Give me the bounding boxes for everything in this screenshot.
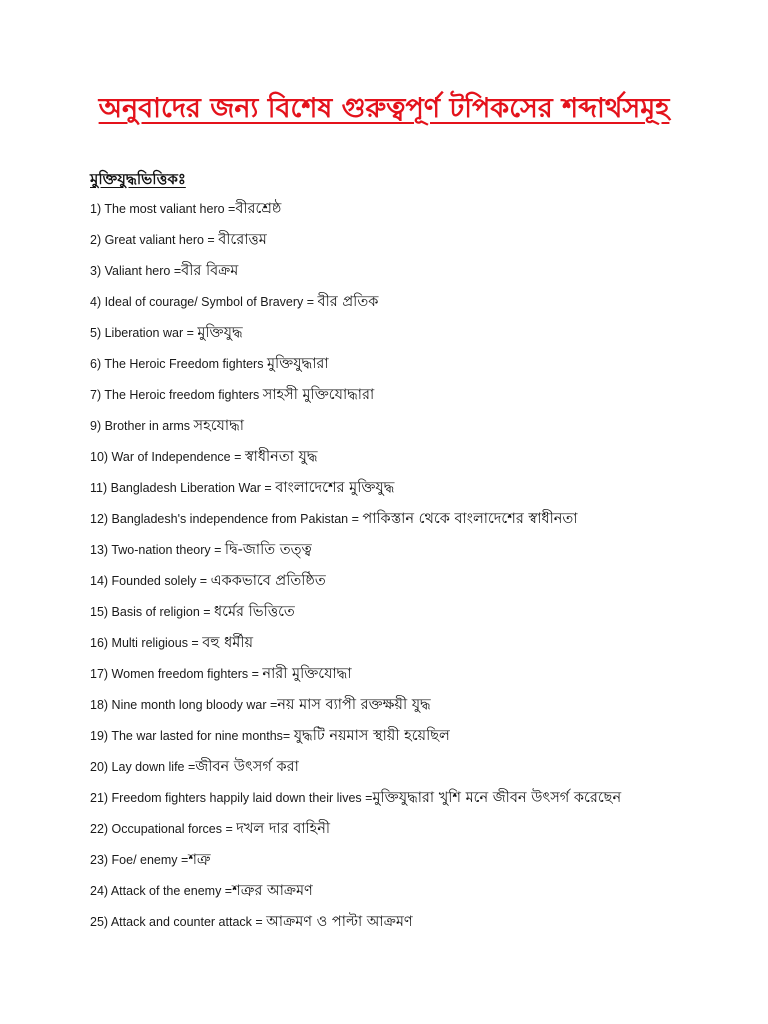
list-item (90, 229, 621, 260)
list-item (90, 818, 621, 849)
english-term: 25) Attack and counter attack = (90, 915, 267, 929)
bengali-translation: বাংলাদেশের মুক্তিযুদ্ধ (275, 480, 395, 496)
english-term: 14) Founded solely = (90, 574, 211, 588)
list-item (90, 415, 621, 446)
bengali-translation: বীরশ্রেষ্ঠ (235, 201, 282, 217)
bengali-translation: শত্রু (188, 852, 211, 868)
list-item (90, 260, 621, 291)
document-title: অনুবাদের জন্য বিশেষ গুরুত্বপূর্ণ টপিকসের শব্দার্থসমূহ (98, 93, 670, 124)
list-item (90, 477, 621, 508)
bengali-translation: স্বাধীনতা যুদ্ধ (244, 449, 318, 465)
list-item (90, 539, 621, 570)
list-item (90, 198, 621, 229)
bengali-translation: শত্রুর আক্রমণ (232, 883, 313, 899)
list-item (90, 725, 621, 756)
bengali-translation: মুক্তিযুদ্ধারা খুশি মনে জীবন উৎসর্গ করেছেন (372, 790, 622, 806)
list-item (90, 570, 621, 601)
english-term: 24) Attack of the enemy = (90, 884, 233, 898)
bengali-translation: বহু ধর্মীয় (202, 635, 254, 651)
english-term: 7) The Heroic freedom fighters (90, 388, 263, 402)
english-term: 17) Women freedom fighters = (90, 667, 263, 681)
bengali-translation: দখল দার বাহিনী (236, 821, 331, 837)
english-term: 11) Bangladesh Liberation War = (90, 481, 276, 495)
english-term: 23) Foe/ enemy = (90, 853, 189, 867)
bengali-translation: সহযোদ্ধা (193, 418, 244, 434)
english-term: 19) The war lasted for nine months= (90, 729, 294, 743)
list-item (90, 322, 621, 353)
english-term: 1) The most valiant hero = (90, 202, 236, 216)
bengali-translation: জীবন উৎসর্গ করা (195, 759, 299, 775)
english-term: 22) Occupational forces = (90, 822, 237, 836)
list-item (90, 663, 621, 694)
bengali-translation: ধর্মের ভিত্তিতে (214, 604, 295, 620)
english-term: 21) Freedom fighters happily laid down their lives = (90, 791, 373, 805)
english-term: 4) Ideal of courage/ Symbol of Bravery = (90, 295, 318, 309)
english-term: 2) Great valiant hero = (90, 233, 219, 247)
english-term: 3) Valiant hero = (90, 264, 182, 278)
section-heading: মুক্তিযুদ্ধভিত্তিকঃ (90, 170, 186, 188)
bengali-translation: যুদ্ধটি নয়মাস স্থায়ী হয়েছিল (293, 728, 450, 744)
list-item (90, 911, 621, 942)
bengali-translation: সাহসী মুক্তিযোদ্ধারা (262, 387, 375, 403)
glossary-list (90, 198, 621, 942)
list-item (90, 694, 621, 725)
english-term: 5) Liberation war = (90, 326, 198, 340)
bengali-translation: নয় মাস ব্যাপী রক্তক্ষয়ী যুদ্ধ (277, 697, 431, 713)
list-item (90, 291, 621, 322)
bengali-translation: দ্বি-জাতি তত্ত্ব (224, 542, 312, 558)
list-item (90, 632, 621, 663)
english-term: 20) Lay down life = (90, 760, 196, 774)
bengali-translation: এককভাবে প্রতিষ্ঠিত (210, 573, 326, 589)
list-item (90, 446, 621, 477)
list-item (90, 880, 621, 911)
list-item (90, 756, 621, 787)
bengali-translation: বীর বিক্রম (181, 263, 239, 279)
english-term: 15) Basis of religion = (90, 605, 215, 619)
list-item (90, 849, 621, 880)
list-item (90, 508, 621, 539)
bengali-translation: মুক্তিযুদ্ধ (197, 325, 243, 341)
english-term: 18) Nine month long bloody war = (90, 698, 278, 712)
bengali-translation: বীরোত্তম (218, 232, 267, 248)
bengali-translation: নারী মুক্তিযোদ্ধা (262, 666, 352, 682)
english-term: 10) War of Independence = (90, 450, 245, 464)
english-term: 16) Multi religious = (90, 636, 203, 650)
bengali-translation: মুক্তিযুদ্ধারা (266, 356, 329, 372)
english-term: 9) Brother in arms (90, 419, 194, 433)
bengali-translation: আক্রমণ ও পাল্টা আক্রমণ (266, 914, 413, 930)
list-item (90, 384, 621, 415)
bengali-translation: বীর প্রতিক (317, 294, 379, 310)
english-term: 12) Bangladesh's independence from Pakistan = (90, 512, 363, 526)
bengali-translation: পাকিস্তান থেকে বাংলাদেশের স্বাধীনতা (362, 511, 578, 527)
list-item (90, 787, 621, 818)
list-item (90, 601, 621, 632)
english-term: 13) Two-nation theory = (90, 543, 225, 557)
english-term: 6) The Heroic Freedom fighters (90, 357, 267, 371)
list-item (90, 353, 621, 384)
